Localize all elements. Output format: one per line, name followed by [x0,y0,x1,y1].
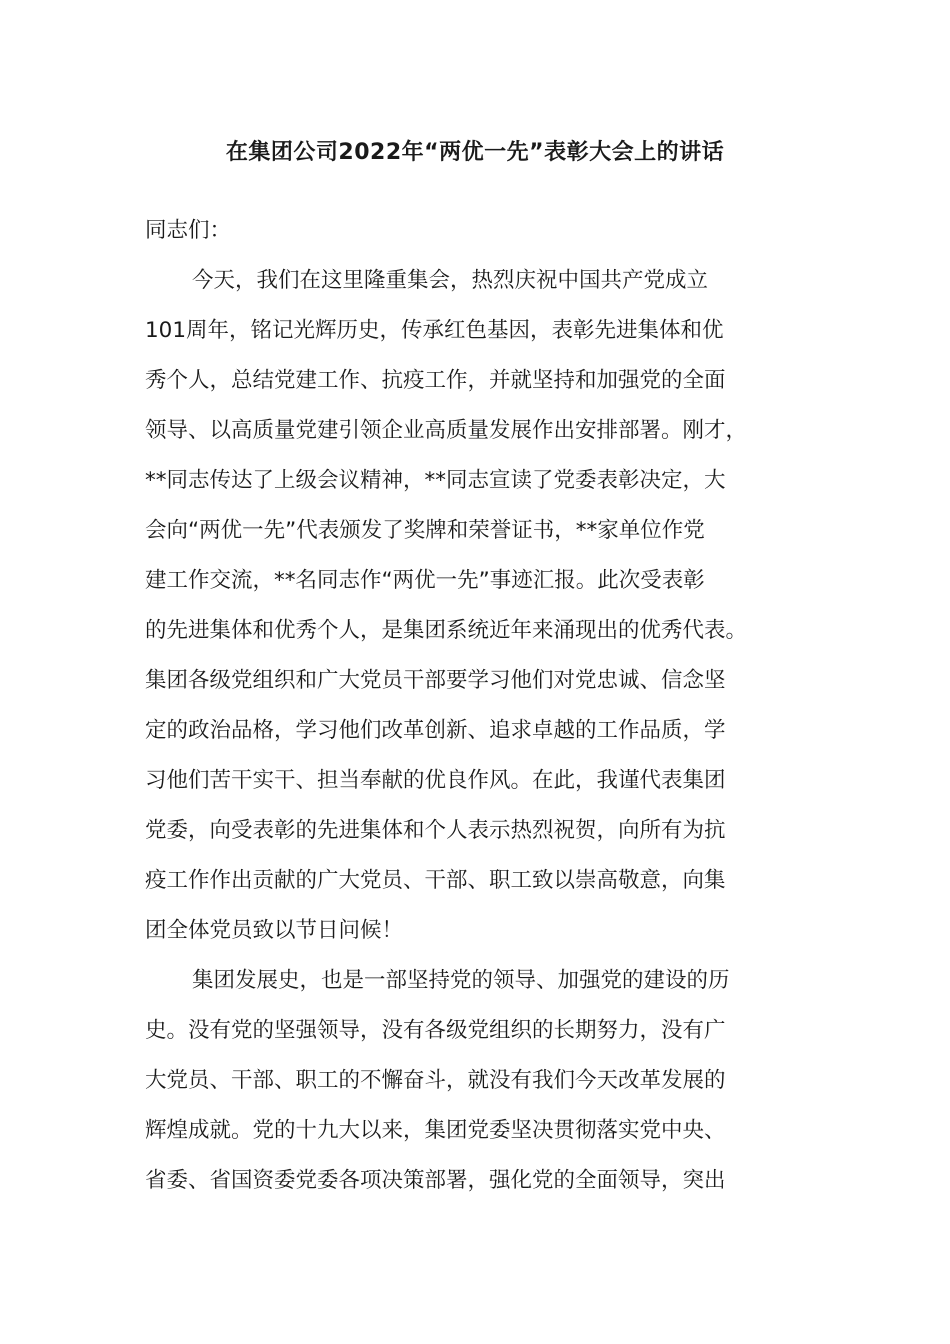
salutation: 同志们： [145,218,232,243]
paragraph-line: 今天，我们在这里隆重集会，热烈庆祝中国共产党成立 [192,268,709,293]
paragraph-line: 领导、以高质量党建引领企业高质量发展作出安排部署。刚才， [145,418,748,443]
paragraph-line: 定的政治品格，学习他们改革创新、追求卓越的工作品质，学 [145,718,726,743]
paragraph [145,256,800,956]
paragraph-line: 省委、省国资委党委各项决策部署，强化党的全面领导，突出 [145,1168,726,1193]
paragraph-line: 团全体党员致以节日问候！ [145,918,404,943]
paragraph-line: **同志传达了上级会议精神，**同志宣读了党委表彰决定，大 [145,468,726,493]
paragraph-line: 101周年，铭记光辉历史，传承红色基因，表彰先进集体和优 [145,318,724,343]
paragraph [145,956,800,1206]
paragraph-line: 的先进集体和优秀个人，是集团系统近年来涌现出的优秀代表。 [145,618,748,643]
paragraph-line: 党委，向受表彰的先进集体和个人表示热烈祝贺，向所有为抗 [145,818,726,843]
paragraph-line: 疫工作作出贡献的广大党员、干部、职工致以崇高敬意，向集 [145,868,726,893]
paragraph-line: 史。没有党的坚强领导，没有各级党组织的长期努力，没有广 [145,1018,726,1043]
paragraph-line: 集团各级党组织和广大党员干部要学习他们对党忠诚、信念坚 [145,668,726,693]
paragraph-line: 习他们苦干实干、担当奉献的优良作风。在此，我谨代表集团 [145,768,726,793]
paragraph-line: 会向“两优一先”代表颁发了奖牌和荣誉证书，**家单位作党 [145,518,705,543]
document-body [145,206,800,1206]
paragraph-line: 辉煌成就。党的十九大以来，集团党委坚决贯彻落实党中央、 [145,1118,726,1143]
paragraph-line: 秀个人，总结党建工作、抗疫工作，并就坚持和加强党的全面 [145,368,726,393]
paragraph-line: 大党员、干部、职工的不懈奋斗，就没有我们今天改革发展的 [145,1068,726,1093]
paragraph-line: 集团发展史，也是一部坚持党的领导、加强党的建设的历 [192,968,730,993]
document-title: 在集团公司2022年“两优一先”表彰大会上的讲话 [225,140,725,165]
paragraph-line: 建工作交流，**名同志作“两优一先”事迹汇报。此次受表彰 [145,568,705,593]
